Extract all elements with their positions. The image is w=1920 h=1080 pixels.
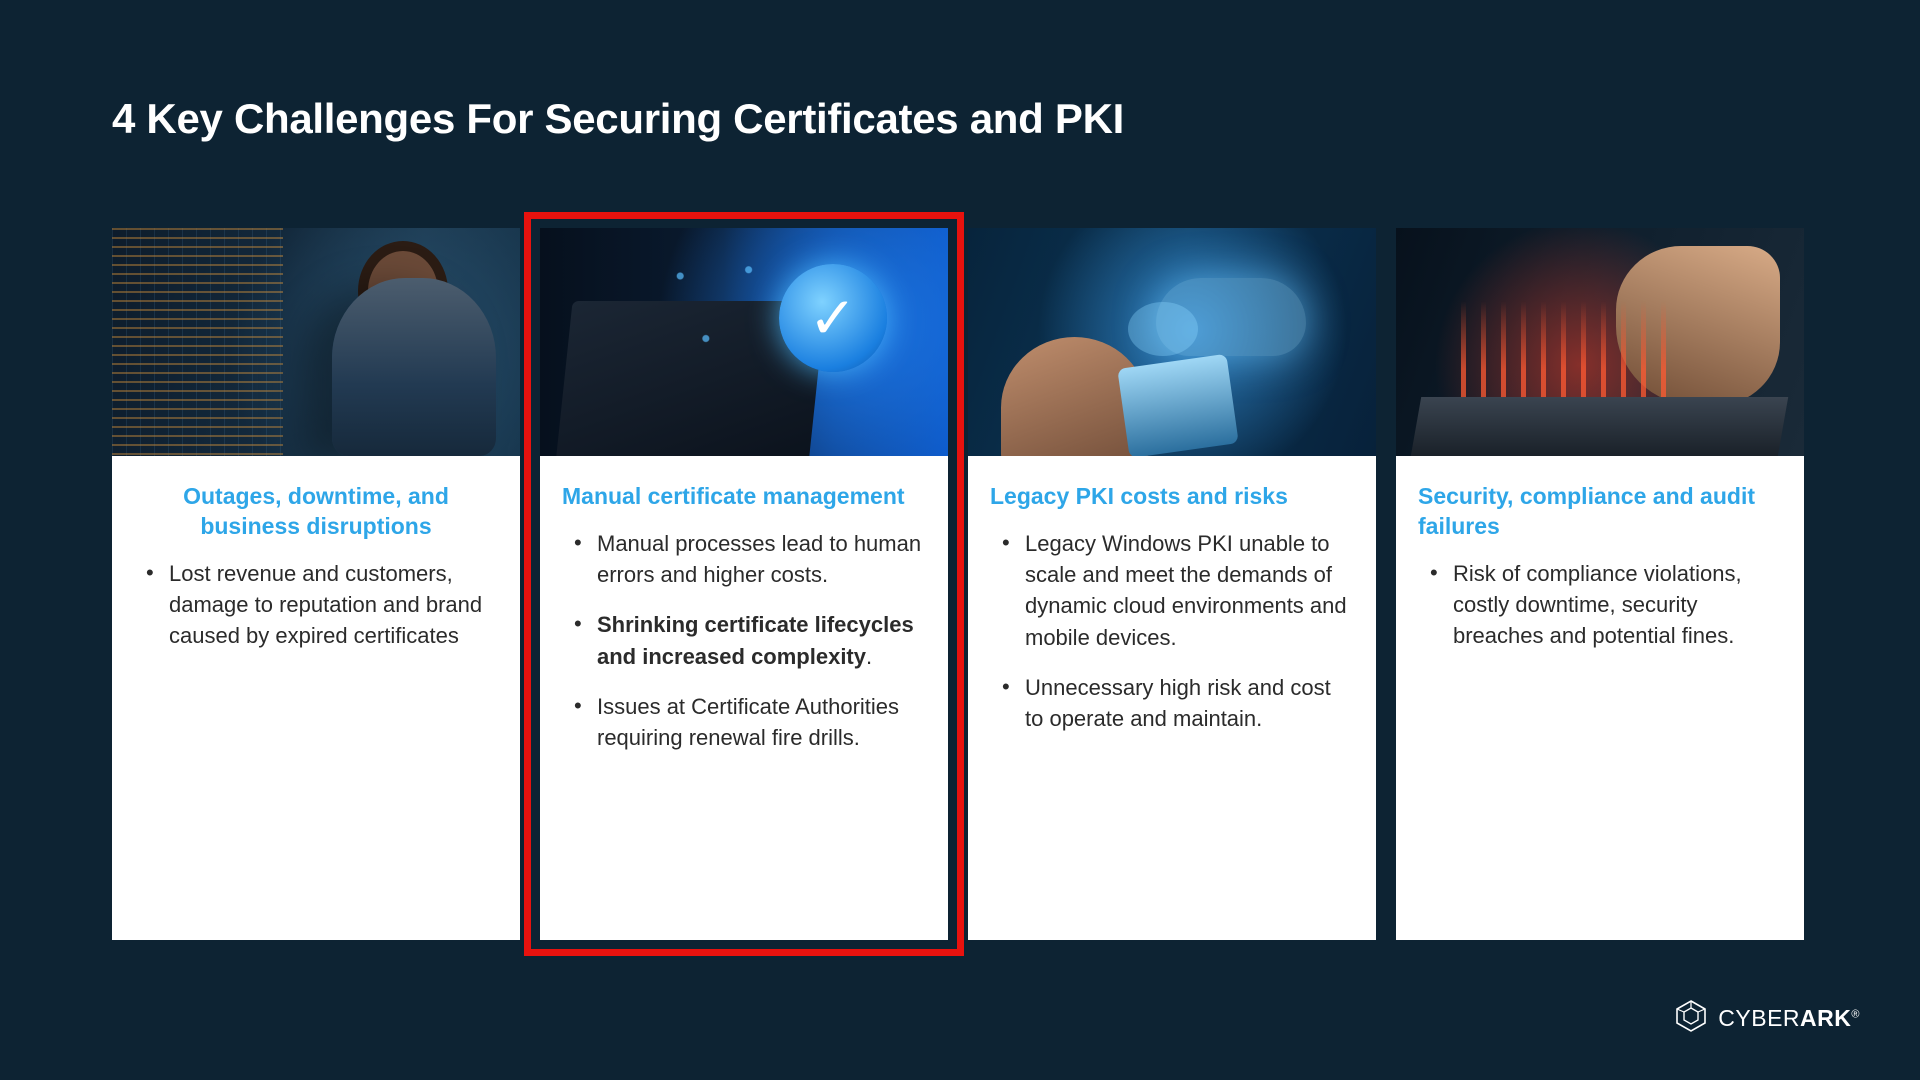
analytics-keyboard-photo (1396, 228, 1804, 456)
card-body (1396, 456, 1804, 940)
list-item-bold-text: Shrinking certificate lifecycles and increased complexity (597, 612, 914, 669)
cyberark-logo (1674, 999, 1860, 1038)
card-bullet-list (1418, 558, 1782, 652)
list-item: • Risk of compliance violations, costly downtime, security breaches and potential fines. (1418, 558, 1782, 652)
verified-badge-icon (779, 264, 887, 372)
cyberark-cube-icon (1674, 999, 1708, 1038)
list-item: • Manual processes lead to human errors and higher costs. (562, 528, 926, 590)
challenge-card-legacy-pki[interactable] (968, 228, 1376, 940)
card-body (112, 456, 520, 940)
card-heading: Outages, downtime, and business disruptions (183, 483, 449, 539)
logo-text-light: CYBER (1718, 1005, 1801, 1031)
logo-registered-mark: ® (1851, 1008, 1860, 1021)
card-body (540, 456, 948, 940)
logo-text-bold: ARK (1800, 1005, 1852, 1031)
cloud-mobile-devices-photo (968, 228, 1376, 456)
logo-wordmark (1718, 1005, 1860, 1032)
challenge-card-manual-certificate-management[interactable] (540, 228, 948, 940)
list-item: • Unnecessary high risk and cost to operate and maintain. (990, 672, 1354, 734)
list-item: • Legacy Windows PKI unable to scale and meet the demands of dynamic cloud environments and mobile devices. (990, 528, 1354, 653)
list-item: • Issues at Certificate Authorities requiring renewal fire drills. (562, 691, 926, 753)
list-item-suffix: . (866, 643, 873, 669)
card-bullet-list (562, 528, 926, 753)
certificate-badge-laptop-photo (540, 228, 948, 456)
card-heading: Manual certificate management (562, 483, 905, 509)
page-title: 4 Key Challenges For Securing Certificates and PKI (112, 95, 1124, 142)
card-bullet-list (990, 528, 1354, 734)
list-item: • Lost revenue and customers, damage to reputation and brand caused by expired certificates (134, 558, 498, 652)
challenge-card-security-compliance[interactable] (1396, 228, 1804, 940)
card-heading: Legacy PKI costs and risks (990, 483, 1288, 509)
card-body (968, 456, 1376, 940)
challenge-card-list (112, 228, 1804, 940)
cloud-icon (1156, 278, 1306, 356)
challenge-card-outages[interactable] (112, 228, 520, 940)
list-item (562, 609, 926, 671)
card-heading: Security, compliance and audit failures (1418, 483, 1755, 539)
data-center-technician-photo (112, 228, 520, 456)
card-bullet-list (134, 558, 498, 652)
